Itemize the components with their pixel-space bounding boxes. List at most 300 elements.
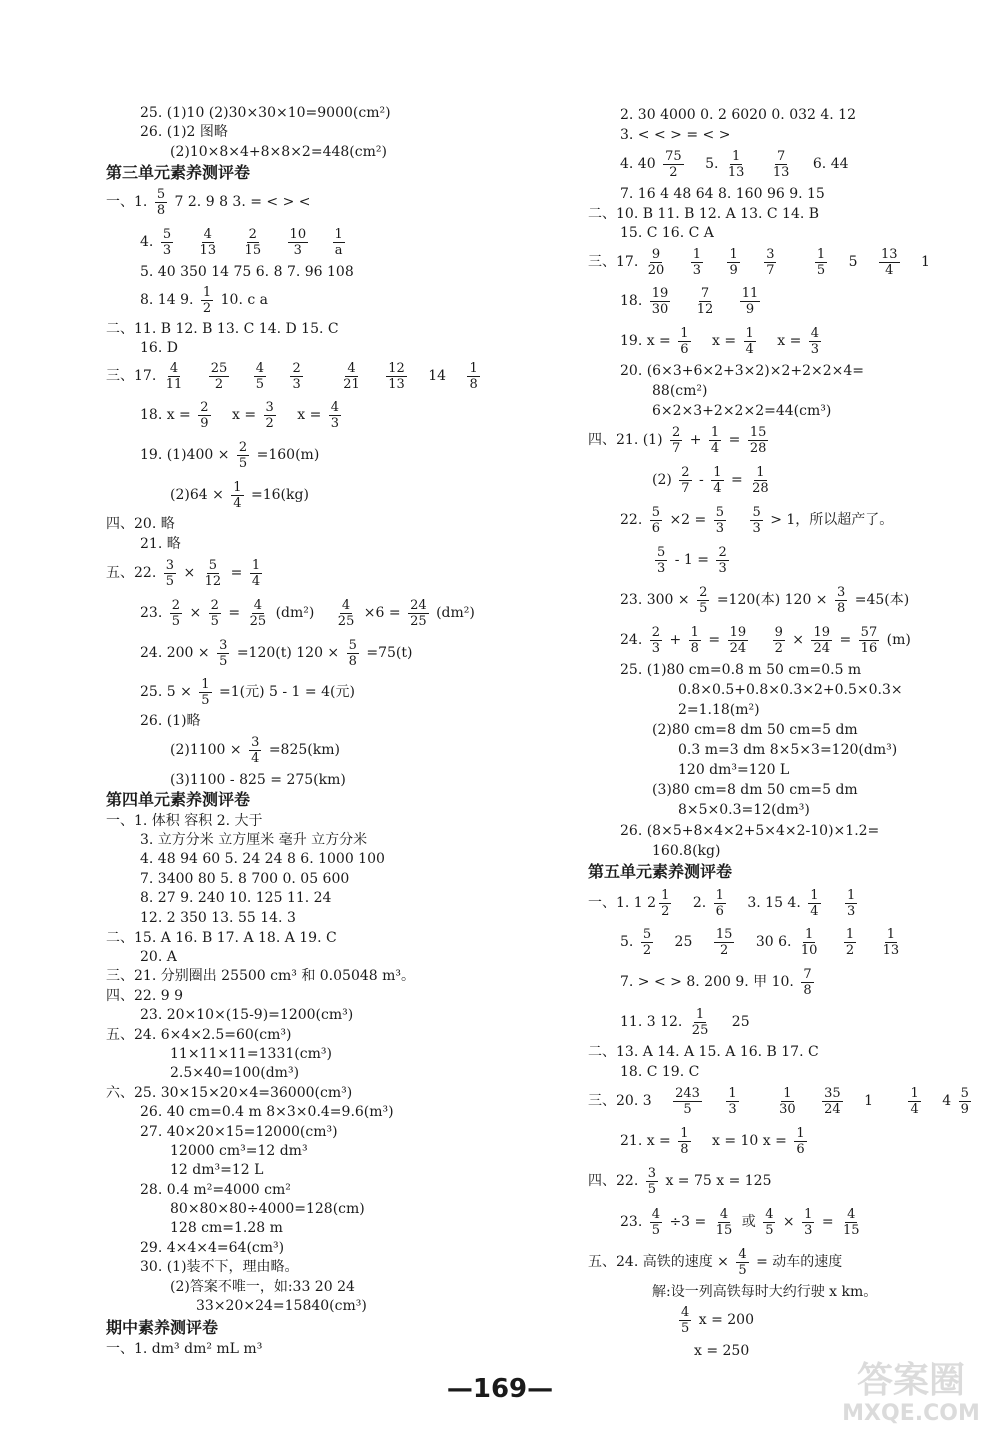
fraction [771, 149, 792, 180]
fraction-denominator: 3 [162, 242, 172, 258]
fraction-numerator: 1 [680, 1125, 689, 1141]
answer-line: (3)80 cm=8 dm 50 cm=5 dm [652, 782, 858, 798]
text-run: = [839, 632, 852, 648]
fraction [663, 149, 684, 180]
fraction-numerator: 1 [202, 284, 212, 300]
fraction-numerator: 2 [210, 597, 219, 613]
fraction-denominator: 24 [729, 640, 747, 656]
watermark-logo [836, 1350, 986, 1430]
fraction-denominator: 2 [774, 640, 783, 656]
text-run: + [689, 432, 702, 448]
fraction-denominator: 30 [779, 1101, 796, 1117]
fraction [209, 598, 221, 629]
answer-line: 26. 40 cm=0.4 m 8×3×0.4=9.6(m³) [140, 1104, 394, 1120]
text-run: 25. 5 × [140, 684, 192, 700]
fraction [155, 187, 167, 218]
fraction-numerator: 4 [253, 597, 262, 613]
text-run: 8. 14 9. [140, 292, 194, 308]
answer-line [620, 620, 911, 660]
fraction [841, 1207, 862, 1238]
answer-line [140, 280, 268, 320]
fraction-denominator: 25 [249, 613, 267, 629]
answer-line: 30. (1)装不下，理由略。 [140, 1259, 299, 1275]
text-run: = [730, 472, 743, 488]
fraction-numerator: 24 [410, 597, 427, 613]
text-run: (2) [652, 472, 672, 488]
fraction-numerator: 15 [749, 424, 767, 440]
fraction-numerator: 3 [837, 584, 846, 600]
fraction-denominator: 5 [651, 1222, 660, 1238]
fraction [209, 361, 230, 392]
answer-line: 15. C 16. C A [620, 225, 714, 241]
answer-line [620, 1002, 750, 1042]
fraction [347, 638, 359, 669]
fraction-numerator: 9 [651, 246, 661, 262]
fraction [650, 286, 671, 317]
fraction [748, 425, 769, 456]
fraction-denominator: 3 [810, 341, 820, 357]
fraction-denominator: 2 [661, 903, 670, 919]
text-run: = [821, 1214, 834, 1230]
answer-line: 25. (1)80 cm=0.8 m 50 cm=0.5 m [620, 662, 862, 678]
text-run: × [183, 565, 196, 581]
fraction-denominator: 5 [699, 600, 708, 616]
fraction [716, 545, 728, 576]
text-run: 3. 15 4. [747, 895, 801, 911]
fraction-denominator: 4 [885, 262, 894, 278]
fraction-numerator: 11 [741, 285, 759, 301]
fraction-denominator: 28 [752, 480, 769, 496]
fraction-numerator: 9 [774, 624, 783, 640]
answer-line [140, 593, 475, 633]
fraction-numerator: 5 [651, 504, 660, 520]
fraction-numerator: 57 [860, 624, 878, 640]
answer-line: 0.3 m=3 dm 8×5×3=120(dm³) [678, 742, 898, 758]
fraction-numerator: 4 [681, 1304, 690, 1320]
fraction-denominator: 24 [813, 640, 831, 656]
fraction [845, 888, 857, 919]
watermark-text-bottom: MXQE.COM [842, 1401, 980, 1426]
answer-line: 12000 cm³=12 dm³ [170, 1143, 308, 1159]
fraction-denominator: 3 [752, 520, 761, 536]
fraction [249, 735, 261, 766]
fraction-numerator: 2 [238, 439, 248, 455]
answer-line: 2.5×40=100(dm³) [170, 1065, 300, 1081]
fraction-denominator: 4 [233, 495, 242, 511]
text-run: 23. [620, 1214, 643, 1230]
answer-line [676, 1300, 754, 1340]
fraction [670, 425, 682, 456]
text-run: 10. c a [220, 292, 268, 308]
text-run: 四、21. (1) [588, 432, 663, 448]
answer-line: 20. (6×3+6×2+3×2)×2+2×2×4= [620, 363, 865, 379]
answer-line: 80×80×80÷4000=128(cm) [170, 1201, 365, 1217]
left-column [0, 0, 480, 1380]
fraction-denominator: 10 [800, 942, 818, 958]
fraction-denominator: 2 [214, 376, 224, 392]
fraction [690, 1007, 711, 1038]
answer-line [620, 962, 817, 1002]
answer-line [620, 321, 824, 361]
fraction [199, 677, 211, 708]
fraction-denominator: 6 [680, 341, 689, 357]
fraction-numerator: 1 [745, 325, 754, 341]
answer-line [106, 356, 483, 396]
fraction-numerator: 3 [766, 246, 775, 262]
fraction-denominator: 5 [255, 376, 264, 392]
answer-line: 3. 立方分米 立方厘米 毫升 立方分米 [140, 832, 368, 848]
fraction-numerator: 5 [208, 557, 218, 573]
fraction-numerator: 1 [845, 926, 855, 942]
answer-line [588, 1161, 772, 1201]
fraction-numerator: 4 [847, 1206, 856, 1222]
text-run: > 1，所以超产了。 [770, 512, 894, 528]
answer-line: 20. A [140, 949, 177, 965]
section-heading-unit4: 第四单元素养测评卷 [106, 790, 251, 809]
fraction-denominator: 15 [843, 1222, 860, 1238]
fraction-numerator: 4 [738, 1246, 747, 1262]
answer-line [140, 435, 319, 475]
fraction-denominator: 24 [824, 1101, 841, 1117]
fraction-denominator: 4 [713, 480, 722, 496]
fraction [650, 625, 662, 656]
text-run: =160(m) [256, 447, 320, 463]
answer-line: 四、20. 略 [106, 516, 175, 532]
fraction-numerator: 13 [881, 246, 898, 262]
fraction [736, 1247, 748, 1278]
fraction [726, 149, 747, 180]
fraction-numerator: 4 [169, 360, 179, 376]
text-run: 24. [620, 632, 643, 648]
text-run: 或 [741, 1214, 756, 1230]
fraction-numerator: 5 [642, 926, 652, 942]
fraction [646, 247, 667, 278]
answer-line: 4. 48 94 60 5. 24 24 8 6. 1000 100 [140, 851, 385, 867]
answer-line: 23. 20×10×(15-9)=1200(cm³) [140, 1007, 354, 1023]
answer-line: (2)10×8×4+8×8×2=448(cm²) [170, 144, 387, 160]
text-run: = 动车的速度 [756, 1254, 843, 1270]
text-run: 6. 44 [812, 156, 849, 172]
text-run: 30 6. [755, 934, 792, 950]
answer-line [620, 500, 893, 540]
text-run: × [782, 1214, 795, 1230]
fraction [329, 400, 341, 431]
answer-line [106, 182, 311, 222]
text-run: = [728, 432, 741, 448]
fraction-denominator: 12 [696, 301, 714, 317]
answer-line: 二、10. B 11. B 12. A 13. C 14. B [588, 206, 820, 222]
fraction [844, 927, 856, 958]
fraction-denominator: 25 [337, 613, 355, 629]
answer-line: 11×11×11=1331(cm³) [170, 1046, 332, 1062]
fraction-denominator: 4 [910, 1101, 919, 1117]
fraction [811, 625, 832, 656]
text-run: 一、1. 1 2 [588, 895, 657, 911]
answer-line: 解:设一列高铁每时大约行驶 x km。 [652, 1284, 878, 1300]
answer-line: 120 dm³=120 L [678, 762, 790, 778]
fraction [288, 227, 309, 258]
fraction-denominator: 20 [647, 262, 665, 278]
fraction-denominator: 21 [343, 376, 360, 392]
text-run: x = [297, 407, 322, 423]
fraction [673, 1086, 702, 1117]
text-run: x = 200 [698, 1312, 754, 1328]
fraction-numerator: 7 [803, 966, 812, 982]
fraction-numerator: 1 [334, 226, 343, 242]
fraction-denominator: 5 [210, 613, 219, 629]
text-run: (dm²) [436, 605, 475, 621]
text-run: 25 [674, 934, 693, 950]
fraction [243, 227, 264, 258]
fraction-numerator: 5 [752, 504, 761, 520]
text-run: 23. 300 × [620, 592, 690, 608]
fraction-denominator: 9 [729, 262, 738, 278]
text-run: 4. [140, 234, 154, 250]
fraction-numerator: 1 [728, 1085, 737, 1101]
answer-line [170, 475, 309, 515]
fraction [164, 361, 185, 392]
fraction [815, 247, 827, 278]
watermark-text-top: 答案圈 [856, 1360, 966, 1401]
fraction-numerator: 15 [715, 926, 733, 942]
fraction-denominator: 5 [765, 1222, 774, 1238]
fraction-numerator: 4 [765, 1206, 774, 1222]
text-run: ÷3 = [669, 1214, 707, 1230]
answer-line: 五、24. 6×4×2.5=60(cm³) [106, 1027, 292, 1043]
text-run: 25 [731, 1014, 750, 1030]
fraction-denominator: 15 [244, 242, 262, 258]
fraction-denominator: 5 [201, 692, 210, 708]
fraction-denominator: 3 [846, 903, 856, 919]
fraction-numerator: 4 [719, 1206, 729, 1222]
fraction [801, 967, 813, 998]
text-run: - 1 = [674, 552, 710, 568]
answer-line: 三、21. 分别圈出 25500 cm³ 和 0.05048 m³。 [106, 968, 416, 984]
answer-line: 21. 略 [140, 536, 181, 552]
answer-line [620, 144, 849, 184]
fraction-numerator: 3 [219, 637, 228, 653]
fraction [744, 326, 756, 357]
text-run: 三、17. [106, 368, 157, 384]
text-run: =120(本) 120 × [716, 592, 828, 608]
text-run: (2)64 × [170, 487, 224, 503]
fraction-denominator: 5 [683, 1101, 692, 1117]
fraction-numerator: 3 [265, 399, 274, 415]
answer-line [652, 540, 732, 580]
fraction-denominator: 13 [727, 164, 745, 180]
fraction-denominator: 5 [647, 1181, 656, 1197]
fraction-denominator: 5 [171, 613, 180, 629]
fraction-denominator: 2 [265, 415, 274, 431]
fraction-denominator: 13 [772, 164, 790, 180]
fraction-denominator: 4 [745, 341, 754, 357]
text-run: × [792, 632, 805, 648]
fraction [714, 927, 735, 958]
answer-line [140, 222, 348, 262]
answer-line: 一、1. dm³ dm² mL m³ [106, 1341, 263, 1357]
fraction [659, 888, 671, 919]
fraction-numerator: 25 [210, 360, 228, 376]
answer-line: 5. 40 350 14 75 6. 8 7. 96 108 [140, 264, 354, 280]
fraction [794, 1126, 806, 1157]
fraction-denominator: 6 [796, 1141, 805, 1157]
answer-line [140, 672, 355, 712]
fraction-numerator: 4 [341, 597, 351, 613]
fraction-denominator: 4 [251, 573, 261, 589]
fraction-numerator: 3 [647, 1165, 656, 1181]
fraction-denominator: a [334, 242, 343, 258]
fraction-denominator: 3 [715, 520, 725, 536]
fraction [822, 1086, 843, 1117]
fraction-denominator: 5 [219, 653, 228, 669]
fraction [881, 927, 902, 958]
text-run: ×6 = [363, 605, 401, 621]
text-run: =75(t) [366, 645, 413, 661]
fraction-denominator: 5 [238, 455, 248, 471]
fraction [777, 1086, 798, 1117]
text-run: + [669, 632, 682, 648]
answer-line [620, 1202, 865, 1242]
fraction-numerator: 2 [651, 624, 660, 640]
fraction-numerator: 4 [651, 1206, 660, 1222]
answer-line: 28. 0.4 m²=4000 cm² [140, 1182, 291, 1198]
fraction-denominator: 2 [642, 942, 652, 958]
section-heading-midterm: 期中素养测评卷 [106, 1318, 219, 1337]
answer-line [620, 922, 904, 962]
fraction-denominator: 13 [388, 376, 405, 392]
right-column [500, 0, 980, 1380]
answer-line [588, 420, 771, 460]
text-run: = [230, 565, 243, 581]
fraction-numerator: 75 [665, 148, 682, 164]
fraction [655, 545, 667, 576]
fraction-denominator: 30 [651, 301, 669, 317]
fraction-denominator: 8 [348, 653, 357, 669]
text-run: 22. [620, 512, 643, 528]
fraction-denominator: 8 [156, 202, 166, 218]
fraction [646, 1166, 658, 1197]
fraction-denominator: 7 [766, 262, 775, 278]
text-run: x = 10 x = [711, 1133, 787, 1149]
text-run: x = [711, 333, 737, 349]
fraction-numerator: 1 [816, 246, 826, 262]
answer-line: 29. 4×4×4=64(cm³) [140, 1240, 285, 1256]
answer-line: 0.8×0.5+0.8×0.3×2+0.5×0.3× [678, 682, 903, 698]
fraction [691, 247, 703, 278]
text-run: 14 [428, 368, 447, 384]
fraction-denominator: 3 [692, 262, 701, 278]
fraction [697, 585, 709, 616]
text-run: 18. [620, 293, 643, 309]
answer-line [652, 460, 774, 500]
fraction-denominator: 8 [803, 982, 812, 998]
text-run: 5. [620, 934, 634, 950]
text-run: = [228, 605, 241, 621]
fraction-denominator: 9 [745, 301, 755, 317]
fraction [164, 558, 176, 589]
fraction-denominator: 3 [728, 1101, 737, 1117]
fraction-denominator: 28 [749, 440, 767, 456]
fraction-numerator: 2 [292, 360, 301, 376]
fraction-numerator: 2 [171, 597, 180, 613]
answer-line: 6×2×3+2×2×2=44(cm³) [652, 403, 832, 419]
fraction-numerator: 1 [713, 464, 722, 480]
text-run: 4 [942, 1093, 952, 1109]
fraction [835, 585, 847, 616]
text-run: =120(t) 120 × [236, 645, 340, 661]
answer-line: 16. D [140, 340, 178, 356]
text-run: 1 [921, 254, 930, 270]
answer-line: (2)80 cm=8 dm 50 cm=5 dm [652, 722, 858, 738]
fraction-numerator: 1 [846, 887, 856, 903]
fraction [333, 227, 345, 258]
fraction [198, 400, 210, 431]
fraction-numerator: 1 [680, 325, 689, 341]
fraction-numerator: 1 [661, 887, 670, 903]
text-run: (dm²) [275, 605, 315, 621]
fraction-numerator: 19 [813, 624, 831, 640]
text-run: 11. 3 12. [620, 1014, 683, 1030]
fraction-numerator: 5 [715, 504, 725, 520]
text-run: 21. x = [620, 1133, 671, 1149]
fraction [679, 465, 691, 496]
fraction-numerator: 2 [718, 544, 727, 560]
fraction-numerator: 1 [804, 1206, 813, 1222]
fraction-numerator: 243 [675, 1085, 700, 1101]
fraction [170, 598, 182, 629]
fraction-denominator: 2 [719, 942, 729, 958]
fraction [467, 361, 479, 392]
fraction-numerator: 1 [796, 1125, 805, 1141]
fraction-numerator: 1 [756, 464, 765, 480]
fraction-numerator: 1 [710, 424, 720, 440]
text-run: 4. 40 [620, 156, 656, 172]
fraction-denominator: 9 [200, 415, 209, 431]
fraction [264, 400, 276, 431]
fraction [959, 1086, 971, 1117]
fraction-numerator: 4 [255, 360, 264, 376]
fraction-denominator: 5 [681, 1320, 690, 1336]
fraction-denominator: 2 [669, 164, 678, 180]
answer-line: 26. (1)略 [140, 713, 201, 729]
section-heading-unit3: 第三单元素养测评卷 [106, 163, 251, 182]
fraction [714, 505, 726, 536]
fraction-denominator: 16 [860, 640, 878, 656]
fraction-denominator: 4 [810, 903, 819, 919]
answer-line: 3. < < > = < > [620, 127, 731, 143]
answer-line: 四、22. 9 9 [106, 988, 183, 1004]
fraction-numerator: 12 [388, 360, 405, 376]
fraction-numerator: 4 [810, 325, 820, 341]
text-run: = [708, 632, 721, 648]
answer-line: 18. C 19. C [620, 1064, 700, 1080]
fraction [809, 326, 821, 357]
fraction-denominator: 3 [657, 560, 666, 576]
text-run: 18. x = [140, 407, 191, 423]
text-run: 19. x = [620, 333, 671, 349]
fraction-denominator: 11 [165, 376, 183, 392]
fraction-numerator: 4 [347, 360, 356, 376]
fraction-denominator: 3 [718, 560, 727, 576]
text-run: =1(元) 5 - 1 = 4(元) [219, 684, 355, 700]
fraction [859, 625, 880, 656]
fraction-denominator: 13 [199, 242, 217, 258]
fraction-numerator: 5 [960, 1085, 969, 1101]
fraction-numerator: 1 [233, 479, 242, 495]
answer-line: 2. 30 4000 0. 2 6020 0. 032 4. 12 [620, 107, 856, 123]
fraction [341, 361, 362, 392]
text-run: 23. [140, 605, 163, 621]
